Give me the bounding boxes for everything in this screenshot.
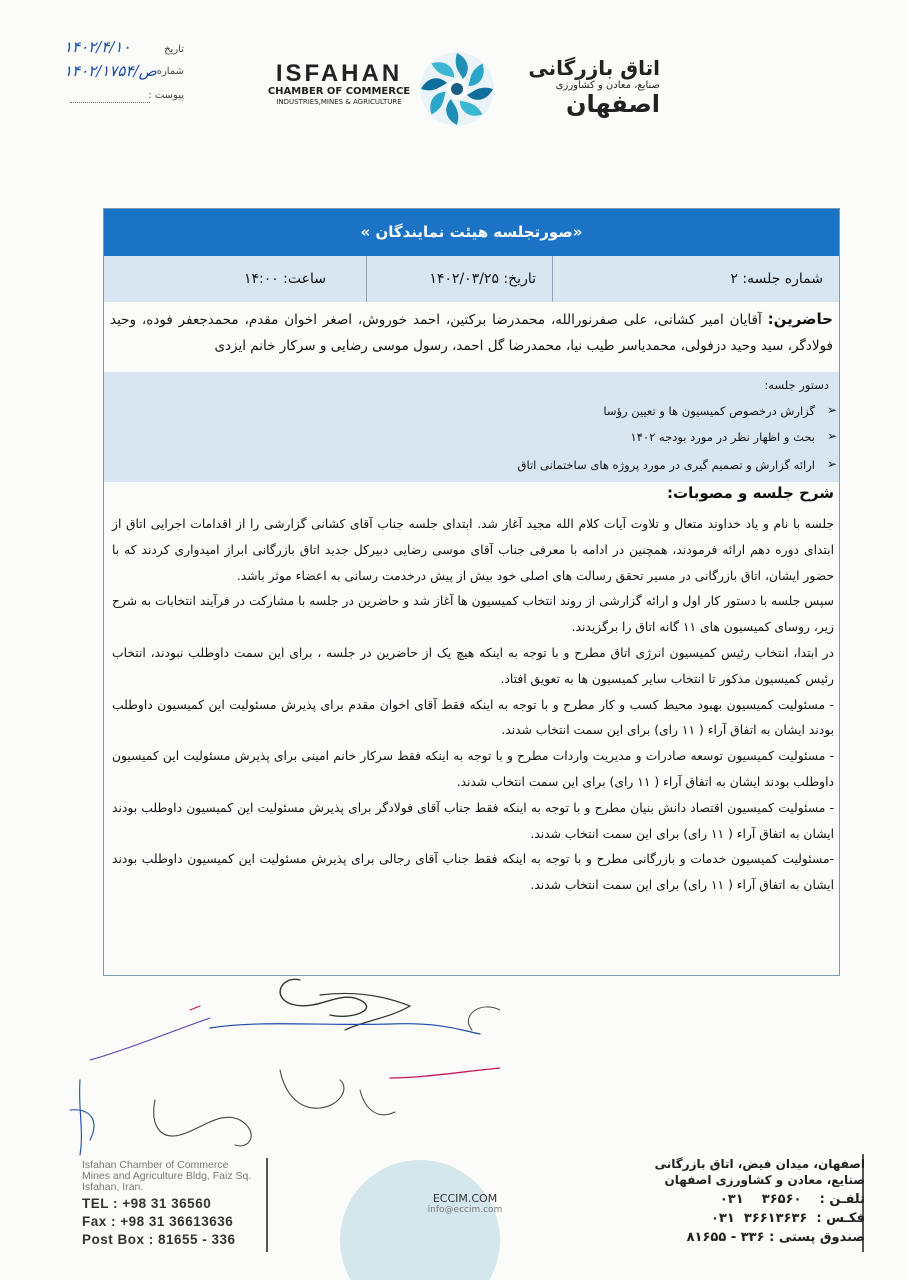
footer-website [400,1192,530,1215]
minutes-body [112,512,834,899]
chamber-logo-icon [418,48,496,130]
agenda-label: دستور جلسه: [764,378,829,392]
footer-fa-tel: تلفـن : ۳۶۵۶۰ ۰۳۱ [719,1192,865,1207]
session-info-row [104,256,839,302]
logo-english [264,60,414,106]
paragraph: جلسه با نام و یاد خداوند متعال و تلاوت آیات کلام الله مجید آغاز شد. ابتدای جلسه جناب آقای کشانی گزارشی را از اقدامات اجرایی اتاق از ابتدای دوره دهم ارائه فرمودند، همچنین در ادامه با معرفی جناب آقای موسی رضایی دبیرکل جدید اتاق بازرگانی ابراز امیدواری کردند که با حضور ایشان، اتاق بازرگانی در مسیر تحقق رسالت های اصلی خود بیش از پیش درخدمت رسانی به اعضاء موثر باشد. [112,517,834,583]
attachment-label: پیوست : [148,90,184,101]
arrow-bullet-icon: ➢ [826,403,837,417]
footer-persian-contact [640,1156,865,1247]
attendees-list: آقایان امیر کشانی، علی صفرنورالله، محمدرضا برکتین، احمد خوروش، اصغر اخوان مقدم، محمدجعفر فوده، وحید فولادگر، سید وحید دزفولی، محمدیاسر طیب نیا، محمدرضا گل احمد، رسول موسی رضایی و سرکار خانم ایزدی [110,312,833,354]
footer-watermark-logo-icon [320,1150,520,1280]
website-text: ECCIM.COM [432,1192,498,1205]
footer-fa-addr1: اصفهان، میدان فیض، اتاق بازرگانی [654,1157,865,1171]
date-label: تاریخ [164,44,184,55]
paragraph: - مسئولیت کمیسیون بهبود محیط کسب و کار مطرح و با توجه به اینکه فقط آقای اخوان مقدم برای پذیرش مسئولیت این کمیسیون داوطلب بودند ایشان به اتفاق آراء ( ۱۱ رای) برای این سمت انتخاب شدند. [112,697,834,738]
signatures-image [60,960,500,1180]
date-handwritten: ۱۴۰۲/۴/۱۰ [64,38,131,56]
agenda-item: ➢ بحث و اظهار نظر در مورد بودجه ۱۴۰۲ [630,429,837,444]
logo-en-name: ISFAHAN [275,60,403,87]
footer-english-contact [82,1160,262,1249]
session-number: شماره جلسه: ۲ [552,256,839,302]
agenda-section [104,372,839,482]
email-text: info@eccim.com [427,1205,503,1215]
arrow-bullet-icon: ➢ [826,429,837,443]
footer-fa-addr2: صنایع، معادن و کشاورزی اصفهان [664,1173,865,1187]
logo-fa-line1: اتاق بازرگانی [528,56,660,80]
letter-meta [66,40,192,114]
footer-en-line2: Mines and Agriculture Bldg, Faiz Sq. [82,1170,252,1182]
footer-en-line3: Isfahan, Iran. [82,1181,144,1193]
arrow-bullet-icon: ➢ [826,457,837,471]
agenda-item: ➢ ارائه گزارش و تصمیم گیری در مورد پروژه های ساختمانی اتاق [517,457,837,472]
agenda-item: ➢ گزارش درخصوص کمیسیون ها و تعیین رؤسا [603,403,837,418]
logo-en-line2: CHAMBER OF COMMERCE [267,86,411,97]
logo-fa-line3: اصفهان [565,90,660,118]
paragraph: -مسئولیت کمیسیون خدمات و بازرگانی مطرح و با توجه به اینکه فقط جناب آقای رجالی برای پذیرش مسئولیت این کمیسیون داوطلب بودند ایشان به اتفاق آراء ( ۱۱ رای) برای این سمت انتخاب شدند. [112,852,834,893]
logo-fa-line2: صنایع، معادن و کشاورزی [555,80,660,91]
attendees-section [104,302,839,372]
paragraph: سپس جلسه با دستور کار اول و ارائه گزارشی از روند انتخاب کمیسیون ها آغاز شد و حاضرین در جلسه با مشارکت در فرآیند انتخابات به شرح زیر، روسای کمیسیون های ۱۱ گانه اتاق را برگزیدند. [112,594,834,635]
footer-en-line1: Isfahan Chamber of Commerce [82,1159,229,1171]
session-date: تاریخ: ۱۴۰۲/۰۳/۲۵ [366,256,552,302]
footer-en-tel: TEL : +98 31 36560 [82,1196,212,1211]
paragraph: - مسئولیت کمیسیون توسعه صادرات و مدیریت واردات مطرح و با توجه به اینکه فقط سرکار خانم امینی برای پذیرش مسئولیت این کمیسیون داوطلب بودند ایشان به اتفاق آراء ( ۱۱ رای) برای این سمت انتخاب شدند. [112,749,834,789]
footer-en-fax: Fax : +98 31 36613636 [82,1214,234,1229]
attendees-label: حاضرین: [767,310,833,328]
footer-fa-box: صندوق پستی : ۳۳۶ - ۸۱۶۵۵ [686,1230,865,1245]
logo-persian [500,56,660,117]
minutes-heading: شرح جلسه و مصوبات: [667,484,834,502]
footer-divider-left [266,1158,268,1252]
document-title: «صورتجلسه هیئت نمایندگان » [104,209,839,256]
attachment-line [70,102,150,103]
paragraph: در ابتدا، انتخاب رئیس کمیسیون انرژی اتاق مطرح و با توجه به اینکه هیچ یک از حاضرین در جلسه ، برای این سمت داوطلب نبودند، انتخاب رئیس کمیسیون مذکور تا انتخاب سایر کمیسیون ها به تعویق افتاد. [112,645,834,686]
footer-fa-fax: فکـس : ۳۶۶۱۳۶۳۶ ۰۳۱ [710,1211,865,1226]
paragraph: - مسئولیت کمیسیون اقتصاد دانش بنیان مطرح و با توجه به اینکه فقط جناب آقای فولادگر برای پذیرش مسئولیت این کمیسیون داوطلب بودند ایشان به اتفاق آراء ( ۱۱ رای) برای این سمت انتخاب شدند. [112,800,834,841]
number-handwritten: ۱۴۰۲/ص/۱۷۵۴ [64,62,157,80]
session-time: ساعت: ۱۴:۰۰ [243,271,326,287]
footer-en-box: Post Box : 81655 - 336 [82,1232,236,1247]
logo-en-line3: INDUSTRIES,MINES & AGRICULTURE [276,98,402,106]
number-label: شماره [156,66,184,77]
